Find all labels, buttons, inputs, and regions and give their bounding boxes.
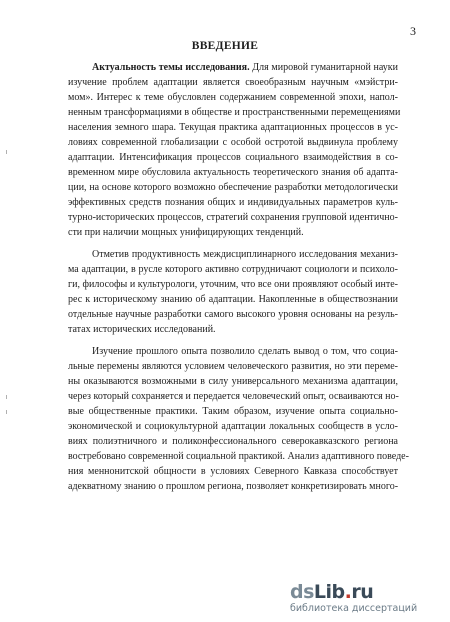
text-line: ния меннонитской общности в условиях Северного Кавказа способствует xyxy=(68,466,398,477)
logo-brand: dsLib.ru xyxy=(290,581,374,603)
text-line: изучение проблем адаптации является своеобразным научным «мэйстри- xyxy=(68,77,398,88)
text-line: населения земного шара. Текущая практика адаптационных процессов в ус- xyxy=(68,122,398,133)
text-line: ма адаптации, в русле которого активно сотрудничают социологи и психоло- xyxy=(68,264,398,275)
text-line: виях полиэтничного и поликонфессионального северокавказского региона xyxy=(68,436,398,447)
text-line: татах исторических исследований. xyxy=(68,324,216,335)
text-line: ненным трансформациями в обществе и пространственными перемещениями xyxy=(68,107,401,118)
text-line: ны оказываются возможными в силу универсального механизма адаптации, xyxy=(68,376,398,387)
text-line: Актуальность темы исследования. Для мировой гуманитарной науки xyxy=(92,62,398,73)
page-number: 3 xyxy=(410,24,416,38)
text-line: эффективных средств познания общих и индивидуальных параметров куль- xyxy=(68,197,398,208)
text-line: востребовано современной социальной практикой. Анализ адаптивного поведе- xyxy=(68,451,409,462)
text-line: турно-исторических процессов, стратегий сохранения групповой идентично- xyxy=(68,212,398,223)
text-line: Изучение прошлого опыта позволило сделать вывод о том, что социа- xyxy=(92,346,398,357)
text-line: через который сохраняется и передается человеческий опыт, осваиваются но- xyxy=(68,391,399,402)
scan-mark xyxy=(6,395,7,399)
scan-mark xyxy=(6,150,7,154)
text-line: ции, на основе которого возможно обеспечение разработки методологически xyxy=(68,182,398,193)
text-line: Отметив продуктивность междисциплинарного исследования механиз- xyxy=(92,249,398,260)
text-line: сти при наличии мощных унифицирующих тенденций. xyxy=(68,227,304,238)
document-body xyxy=(68,60,409,494)
text-line: мом». Интерес к теме обусловлен содержанием современной эпохи, напол- xyxy=(68,92,398,103)
text-line: ловиях современной глобализации с особой остротой выдвинула проблему xyxy=(68,137,398,148)
text-line: вые общественные практики. Таким образом, изучение опыта социально- xyxy=(68,406,398,417)
text-line: отдельные научные разработки самого высокого уровня основаны на резуль- xyxy=(68,309,398,320)
text-line: экономической и социокультурной адаптации локальных сообществ в усло- xyxy=(68,421,398,432)
text-line: адекватному знанию о прошлом региона, позволяет конкретизировать много- xyxy=(68,481,399,492)
paragraph-2 xyxy=(68,247,398,337)
text-line: адаптации. Интенсификация процессов социального взаимодействия в со- xyxy=(68,152,398,163)
page-title: ВВЕДЕНИЕ xyxy=(191,40,259,52)
dslib-watermark-logo xyxy=(290,582,440,616)
scan-mark xyxy=(6,410,7,414)
paragraph-3 xyxy=(68,344,409,494)
text-line: ги, философы и культурологи, уточним, что все они проявляют особый инте- xyxy=(68,279,398,290)
text-line: временном мире обусловила актуальность теоретического знания об адапта- xyxy=(68,167,398,178)
section-label: Актуальность темы исследования. xyxy=(92,62,250,73)
text-line: льные перемены являются условием человеческого развития, но эти переме- xyxy=(68,361,398,372)
text-line: рес к историческому знанию об адаптации. Накопленные в обществознании xyxy=(68,294,398,305)
logo-tagline: библиотека диссертаций xyxy=(290,603,418,614)
paragraph-1 xyxy=(68,60,401,240)
